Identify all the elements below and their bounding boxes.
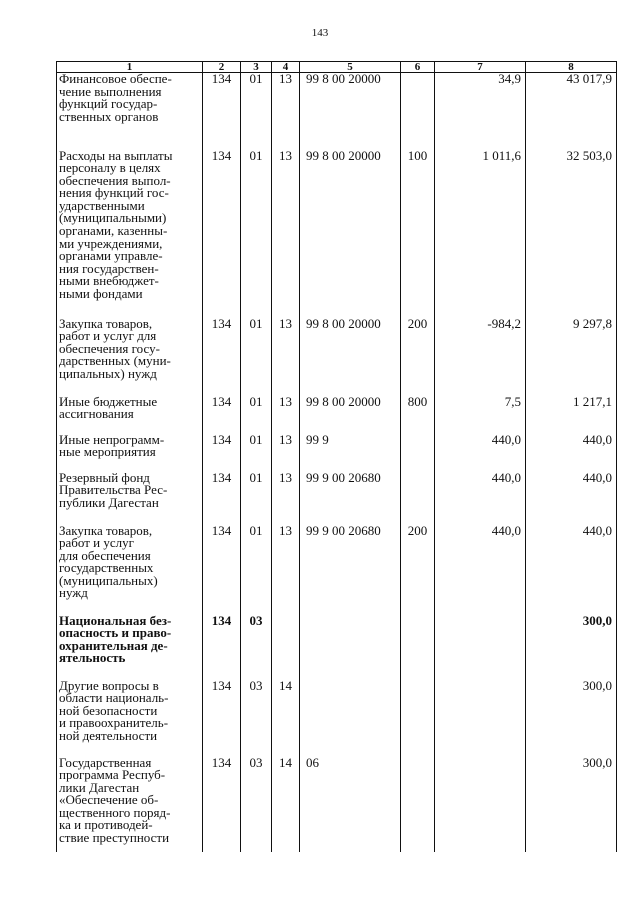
change-amount: 440,0 [435, 525, 526, 615]
total-amount: 300,0 [526, 680, 617, 757]
total-amount: 1 217,1 [526, 396, 617, 434]
table-row [57, 680, 617, 757]
expense-type-code [401, 680, 435, 757]
expense-type-code [401, 615, 435, 680]
change-amount [435, 680, 526, 757]
change-amount: 34,9 [435, 73, 526, 150]
section-code: 03 [241, 757, 272, 852]
expense-name: Закупка товаров, работ и услуг для обеспечения госу- дарственных (муни- ципальных) нужд [57, 318, 203, 396]
ministry-code: 134 [203, 680, 241, 757]
target-item-code: 99 8 00 20000 [300, 73, 401, 150]
column-header: 6 [401, 62, 435, 73]
expense-type-code: 800 [401, 396, 435, 434]
ministry-code: 134 [203, 757, 241, 852]
expense-name: Финансовое обеспе- чение выполнения функций государ- ственных органов [57, 73, 203, 150]
table-row [57, 318, 617, 396]
expense-type-code [401, 757, 435, 852]
subsection-code: 13 [272, 472, 300, 525]
table-row [57, 615, 617, 680]
expense-type-code [401, 472, 435, 525]
section-code: 01 [241, 434, 272, 472]
expense-name: Другие вопросы в области националь- ной безопасности и правоохранитель- ной деятельности [57, 680, 203, 757]
expense-name: Расходы на выплаты персоналу в целях обеспечения выпол- нения функций гос- ударственными (муниципальными) органами, казенны- ми учреждениями, органами управле- ния государствен- ными внебюджет- ными фондами [57, 150, 203, 318]
column-header: 3 [241, 62, 272, 73]
target-item-code [300, 680, 401, 757]
target-item-code: 99 8 00 20000 [300, 150, 401, 318]
ministry-code: 134 [203, 434, 241, 472]
expense-name: Иные бюджетные ассигнования [57, 396, 203, 434]
column-header: 7 [435, 62, 526, 73]
table-row [57, 472, 617, 525]
expense-type-code: 200 [401, 525, 435, 615]
total-amount: 440,0 [526, 525, 617, 615]
total-amount: 43 017,9 [526, 73, 617, 150]
total-amount: 440,0 [526, 472, 617, 525]
table-row [57, 73, 617, 150]
expense-name: Государственная программа Респуб- лики Дагестан «Обеспечение об- щественного поряд- ка и противодей- ствие преступности [57, 757, 203, 852]
expense-name: Резервный фонд Правительства Рес- публики Дагестан [57, 472, 203, 525]
section-code: 01 [241, 472, 272, 525]
column-number-header [57, 62, 617, 73]
column-header: 5 [300, 62, 401, 73]
ministry-code: 134 [203, 615, 241, 680]
section-code: 01 [241, 318, 272, 396]
total-amount: 9 297,8 [526, 318, 617, 396]
subsection-code: 13 [272, 525, 300, 615]
ministry-code: 134 [203, 525, 241, 615]
column-header: 2 [203, 62, 241, 73]
section-code: 01 [241, 73, 272, 150]
subsection-code: 13 [272, 434, 300, 472]
column-header: 8 [526, 62, 617, 73]
ministry-code: 134 [203, 318, 241, 396]
total-amount: 440,0 [526, 434, 617, 472]
expense-type-code: 200 [401, 318, 435, 396]
subsection-code: 13 [272, 150, 300, 318]
total-amount: 300,0 [526, 615, 617, 680]
target-item-code: 06 [300, 757, 401, 852]
target-item-code: 99 9 00 20680 [300, 472, 401, 525]
section-code: 01 [241, 150, 272, 318]
total-amount: 300,0 [526, 757, 617, 852]
subsection-code [272, 615, 300, 680]
section-code: 01 [241, 525, 272, 615]
budget-table [56, 61, 617, 852]
expense-type-code [401, 73, 435, 150]
subsection-code: 14 [272, 680, 300, 757]
table-row [57, 434, 617, 472]
subsection-code: 13 [272, 73, 300, 150]
change-amount: 1 011,6 [435, 150, 526, 318]
column-header: 4 [272, 62, 300, 73]
table-row [57, 757, 617, 852]
ministry-code: 134 [203, 73, 241, 150]
subsection-code: 13 [272, 318, 300, 396]
target-item-code: 99 9 [300, 434, 401, 472]
target-item-code: 99 9 00 20680 [300, 525, 401, 615]
table-row [57, 150, 617, 318]
table-row [57, 525, 617, 615]
section-code: 03 [241, 680, 272, 757]
target-item-code [300, 615, 401, 680]
expense-name: Национальная без- опасность и право- охранительная де- ятельность [57, 615, 203, 680]
change-amount: 7,5 [435, 396, 526, 434]
target-item-code: 99 8 00 20000 [300, 396, 401, 434]
subsection-code: 14 [272, 757, 300, 852]
ministry-code: 134 [203, 396, 241, 434]
table-row [57, 396, 617, 434]
total-amount: 32 503,0 [526, 150, 617, 318]
ministry-code: 134 [203, 472, 241, 525]
expense-name: Иные непрограмм- ные мероприятия [57, 434, 203, 472]
ministry-code: 134 [203, 150, 241, 318]
section-code: 01 [241, 396, 272, 434]
change-amount: -984,2 [435, 318, 526, 396]
expense-type-code: 100 [401, 150, 435, 318]
target-item-code: 99 8 00 20000 [300, 318, 401, 396]
change-amount: 440,0 [435, 434, 526, 472]
column-header: 1 [57, 62, 203, 73]
expense-type-code [401, 434, 435, 472]
change-amount [435, 757, 526, 852]
page-number: 143 [311, 27, 329, 39]
change-amount [435, 615, 526, 680]
subsection-code: 13 [272, 396, 300, 434]
section-code: 03 [241, 615, 272, 680]
expense-name: Закупка товаров, работ и услуг для обеспечения государственных (муниципальных) нужд [57, 525, 203, 615]
change-amount: 440,0 [435, 472, 526, 525]
